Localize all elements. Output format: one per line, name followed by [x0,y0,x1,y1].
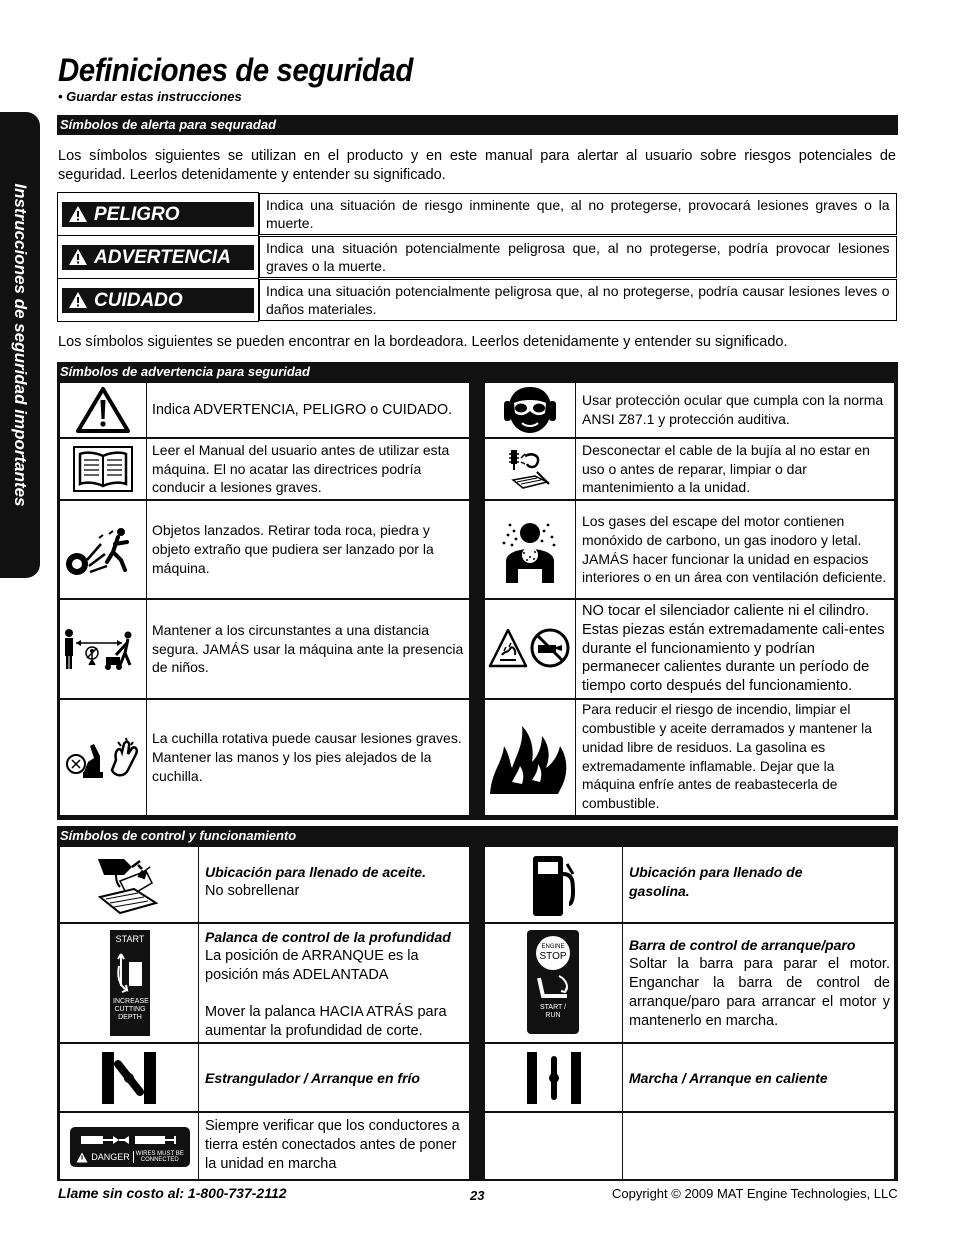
control-title-fuel: Ubicación para llenado de gasolina. [629,864,803,899]
signal-row-warning [58,236,897,279]
oil-fill-icon [60,847,198,922]
run-warm-start-icon [485,1044,622,1111]
warning-left-text-3: Mantener a los circunstantes a una distancia segura. JAMÁS usar la máquina ante la presencia de niños. [152,621,464,676]
warning-right-text-2: Los gases del escape del motor contienen monóxido de carbono, un gas inodoro y letal. JAMÁS hacer funcionar la unidad en espacios interiores o en un área con ventilación deficiente. [582,512,887,586]
warning-symbols-panel [57,362,898,820]
signal-label-caution: CUIDADO [62,288,254,313]
control-title-run: Marcha / Arranque en caliente [629,1069,828,1086]
warning-triangle-icon [68,291,88,309]
empty-icon-cell [485,1113,622,1179]
decal-danger-label: DANGER [91,1152,130,1162]
page-subtitle: • Guardar estas instrucciones [58,89,242,104]
depth-lever-icon [110,930,150,1036]
warning-left-text-0: Indica ADVERTENCIA, PELIGRO o CUIDADO. [152,401,453,418]
control-text-startbar: Soltar la barra para parar el motor. Enganchar la barra de control de arranque/paro para arrancar el motor y mantenerlo en marcha. [629,956,890,1029]
control-title-startbar: Barra de control de arranque/paro [629,937,856,953]
signal-text-warning: Indica una situación potencialmente peligrosa que, al no protegerse, podría provocar lesiones graves o la muerte. [259,236,897,278]
choke-icon [60,1044,198,1111]
warning-section-header: Símbolos de advertencia para seguridad [57,362,898,382]
manual-book-icon [60,439,146,499]
warning-triangle-icon [68,205,88,223]
toxic-fumes-icon [485,501,575,598]
thrown-objects-icon [60,501,146,598]
decal-wires-note: WIRES MUST BE CONNECTED [133,1151,184,1163]
warning-right-text-3: NO tocar el silenciador caliente ni el cilindro. Estas piezas están extremadamente cali-entes durante el funcionamiento y podrían permanecer calientes durante un período de tiempo corto después del funcionamiento. [582,603,885,695]
side-tab [0,112,40,578]
bystanders-distance-icon [60,600,146,698]
ground-wires-decal-icon [70,1127,190,1167]
alert-section-header: Símbolos de alerta para sequradad [57,115,898,135]
rotating-blade-icon [60,700,146,815]
footer-phone: Llame sin costo al: 1-800-737-2112 [58,1185,287,1201]
signal-text-caution: Indica una situación potencialmente peligrosa que, al no protegerse, podría causar lesiones leves o daños materiales. [259,279,897,321]
control-text-ground: Siempre verificar que los conductores a tierra estén conectados antes de poner la unidad en marcha [205,1118,460,1172]
control-title-depth: Palanca de control de la profundidad [205,929,451,945]
engine-stop-bar-icon [527,930,579,1034]
control-title-oil: Ubicación para llenado de aceite. [205,864,426,880]
control-text-depth-2: Mover la palanca HACIA ATRÁS para aumentar la profundidad de corte. [205,1004,447,1039]
engine-decal-start-run: START / RUN [539,1004,567,1019]
signal-text-danger: Indica una situación de riesgo inminente que, al no protegerse, provocará lesiones graves o la muerte. [259,193,897,235]
hot-surface-icon [485,600,575,698]
warning-right-text-0: Usar protección ocular que cumpla con la norma ANSI Z87.1 y protección auditiva. [582,392,884,427]
control-title-choke: Estrangulador / Arranque en frío [205,1069,420,1086]
warning-left-icon-cell-0 [60,383,146,437]
page-number: 23 [470,1188,485,1203]
fire-icon [485,700,575,815]
control-text-depth: La posición de ARRANQUE es la posición más ADELANTADA [205,948,419,983]
warning-left-text-1: Leer el Manual del usuario antes de utilizar esta máquina. El no acatar las directrices podría conducir a lesiones graves. [152,441,450,496]
fuel-pump-icon [485,847,622,922]
warning-right-text-4: Para reducir el riesgo de incendio, limpiar el combustible y aceite derramados y mantener la unidad libre de residuos. La gasolina es extremadamente inflamable. Dejar que la máquina enfríe antes de reabastecerla de combustible. [582,702,872,812]
eye-ear-protection-icon [485,383,575,437]
depth-decal-start: START [115,934,145,944]
control-section-header: Símbolos de control y funcionamiento [57,826,898,846]
spark-plug-disconnect-icon [485,439,575,499]
warning-right-text-1: Desconectar el cable de la bujía al no estar en uso o antes de reparar, limpiar o dar mantenimiento a la unidad. [582,441,870,496]
control-symbols-panel [57,826,898,1181]
signal-row-caution [58,279,897,322]
page-title: Definiciones de seguridad [58,52,413,88]
warning-triangle-icon [68,248,88,266]
signal-word-table [57,192,897,322]
engine-stop-badge: ENGINE STOP [536,936,570,970]
warning-left-text-4: La cuchilla rotativa puede causar lesiones graves. Mantener las manos y los pies alejados de la cuchilla. [152,730,462,784]
control-text-oil: No sobrellenar [205,883,300,899]
footer-copyright: Copyright © 2009 MAT Engine Technologies, LLC [612,1186,898,1201]
side-tab-label: Instrucciones de seguridad importantes [11,183,30,507]
alert-outro: Los símbolos siguientes se pueden encontrar en la bordeadora. Leerlos detenidamente y entender su significado. [58,334,788,350]
warning-triangle-icon [76,1152,88,1163]
warning-left-text-2: Objetos lanzados. Retirar toda roca, piedra y objeto extraño que pudiera ser lanzado por la máquina. [152,522,434,576]
depth-decal-increase: INCREASE CUTTING DEPTH [113,998,149,1021]
signal-row-danger [58,193,897,236]
alert-intro: Los símbolos siguientes se utilizan en el producto y en este manual para alertar al usuario sobre riesgos potenciales de seguridad. Leerlos detenidamente y entender su significado. [58,148,896,183]
signal-label-danger: PELIGRO [62,202,254,227]
warning-triangle-icon [60,383,146,437]
signal-label-warning: ADVERTENCIA [62,245,254,270]
empty-text-cell [623,1113,894,1179]
